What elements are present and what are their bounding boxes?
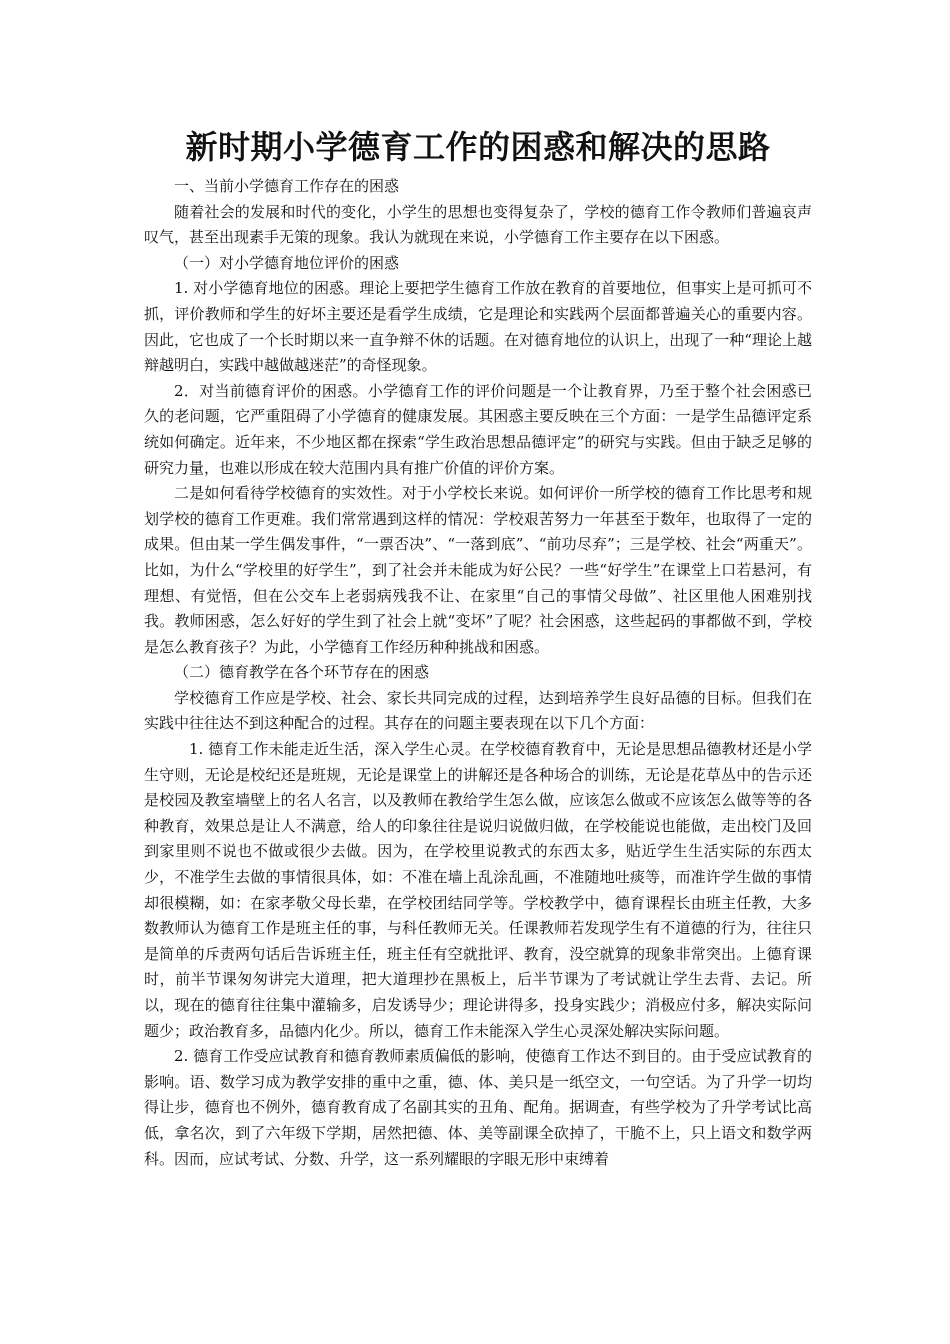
paragraph: 1. 德育工作未能走近生活，深入学生心灵。在学校德育教育中，无论是思想品德教材还是小学生守则，无论是校纪还是班规，无论是课堂上的讲解还是各种场合的训练，无论是花草丛中的告示还是校园及教室墙壁上的名人名言，以及教师在教给学生怎么做，应该怎么做或不应该怎么做等等的各种教育，效果总是让人不满意，给人的印象往往是说归说做归做，在学校能说也能做，走出校门及回到家里则不说也不做或很少去做。因为，在学校里说教式的东西太多，贴近学生生活实际的东西太少，不准学生去做的事情很具体，如：不准在墙上乱涂乱画，不准随地吐痰等，而准许学生做的事情却很模糊，如：在家孝敬父母长辈，在学校团结同学等。学校教学中，德育课程长由班主任教，大多数教师认为德育工作是班主任的事，与科任教师无关。任课教师若发现学生有不道德的行为，往往只是简单的斥责两句话后告诉班主任，班主任有空就批评、教育，没空就算的现象非常突出。上德育课时，前半节课匆匆讲完大道理，把大道理抄在黑板上，后半节课为了考试就让学生去背、去记。所以，现在的德育往往集中灌输多，启发诱导少；理论讲得多，投身实践少；消极应付多，解决实际问题少；政治教育多，品德内化少。所以，德育工作未能深入学生心灵深处解决实际问题。 <box>144 740 812 1040</box>
subsection-heading: （一）对小学德育地位评价的困惑 <box>174 253 400 272</box>
paragraph: 2．对当前德育评价的困惑。小学德育工作的评价问题是一个让教育界，乃至于整个社会困惑已久的老问题，它严重阻碍了小学德育的健康发展。其困惑主要反映在三个方面：一是学生品德评定系统如何确定。近年来，不少地区都在探索“学生政治思想品德评定”的研究与实践。但由于缺乏足够的研究力量，也难以形成在较大范围内具有推广价值的评价方案。 <box>144 381 812 477</box>
document-title: 新时期小学德育工作的困惑和解决的思路 <box>185 128 771 166</box>
paragraph: 二是如何看待学校德育的实效性。对于小学校长来说。如何评价一所学校的德育工作比思考和规划学校的德育工作更难。我们常常遇到这样的情况：学校艰苦努力一年甚至于数年，也取得了一定的成果。但由某一学生偶发事件，“一票否决”、“一落到底”、“前功尽弃”；三是学校、社会“两重天”。比如，为什么“学校里的好学生”，到了社会并未能成为好公民？一些“好学生”在课堂上口若悬河，有理想、有觉悟，但在公交车上老弱病残我不让、在家里“自己的事情父母做”、社区里他人困难别找我。教师困惑，怎么好好的学生到了社会上就“变坏”了呢？社会困惑，这些起码的事都做不到，学校是怎么教育孩子？为此，小学德育工作经历种种挑战和困惑。 <box>144 484 812 656</box>
section-heading: 一、当前小学德育工作存在的困惑 <box>174 177 400 195</box>
paragraph: 1. 对小学德育地位的困惑。理论上要把学生德育工作放在教育的首要地位，但事实上是可抓可不抓，评价教师和学生的好坏主要还是看学生成绩，它是理论和实践两个层面都普遍关心的重要内容。因此，它也成了一个长时期以来一直争辩不休的话题。在对德育地位的认识上，出现了一种“理论上越辩越明白，实践中越做越迷茫”的奇怪现象。 <box>144 279 812 375</box>
paragraph: 随着社会的发展和时代的变化，小学生的思想也变得复杂了，学校的德育工作令教师们普遍哀声叹气，甚至出现素手无策的现象。我认为就现在来说，小学德育工作主要存在以下困惑。 <box>144 202 812 247</box>
subsection-heading: （二）德育教学在各个环节存在的困惑 <box>174 663 430 682</box>
paragraph: 学校德育工作应是学校、社会、家长共同完成的过程，达到培养学生良好品德的目标。但我们在实践中往往达不到这种配合的过程。其存在的问题主要表现在以下几个方面： <box>144 688 812 733</box>
paragraph: 2. 德育工作受应试教育和德育教师素质偏低的影响，使德育工作达不到目的。由于受应试教育的影响。语、数学习成为教学安排的重中之重，德、体、美只是一纸空文，一句空话。为了升学一切均得让步，德育也不例外，德育教育成了名副其实的丑角、配角。据调查，有些学校为了升学考试比高低，拿名次，到了六年级下学期，居然把德、体、美等副课全砍掉了，干脆不上，只上语文和数学两科。因而，应试考试、分数、升学，这一系列耀眼的字眼无形中束缚着 <box>144 1047 812 1168</box>
document-page <box>144 122 812 1172</box>
